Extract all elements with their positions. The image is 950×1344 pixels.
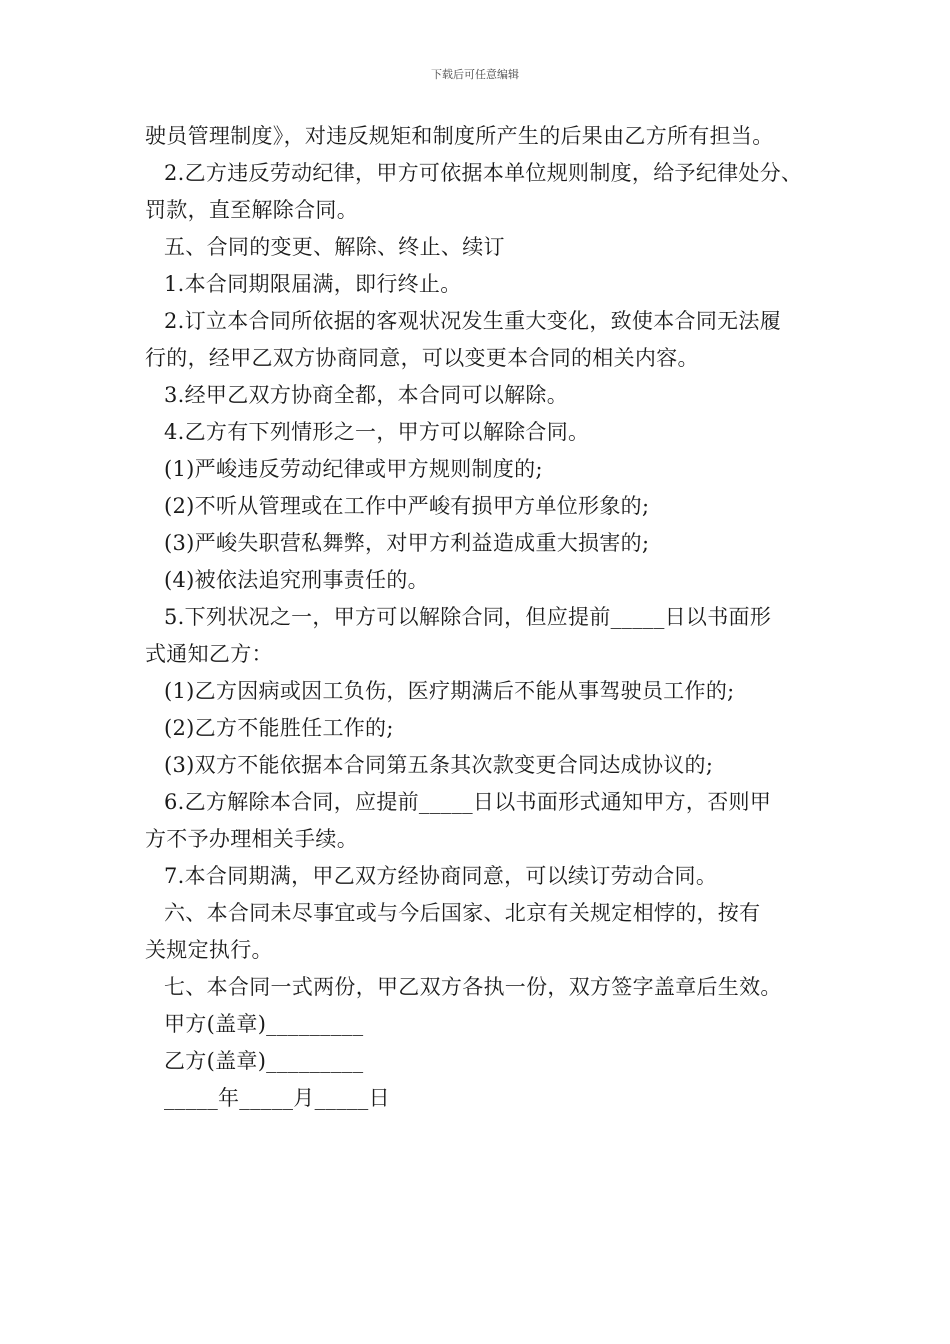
signature-party-b: 乙方(盖章)_________: [164, 1049, 364, 1073]
text-line: 7.本合同期满，甲乙双方经协商同意，可以续订劳动合同。: [164, 864, 718, 888]
text-line: 2.乙方违反劳动纪律，甲方可依据本单位规则制度，给予纪律处分、: [164, 161, 803, 185]
section-heading: 六、本合同未尽事宜或与今后国家、北京有关规定相悖的，按有: [164, 901, 761, 925]
text-line: 驶员管理制度》，对违反规矩和制度所产生的后果由乙方所有担当。: [145, 124, 774, 148]
text-line: (4)被依法追究刑事责任的。: [164, 568, 429, 592]
text-line: (1)乙方因病或因工负伤，医疗期满后不能从事驾驶员工作的;: [164, 679, 735, 703]
text-line: 关规定执行。: [145, 938, 273, 962]
text-line: 4.乙方有下列情形之一，甲方可以解除合同。: [164, 420, 590, 444]
text-line: 2.订立本合同所依据的客观状况发生重大变化，致使本合同无法履: [164, 309, 782, 333]
text-line: 5.下列状况之一，甲方可以解除合同，但应提前_____日以书面形: [164, 605, 772, 629]
text-line: 方不予办理相关手续。: [145, 827, 358, 851]
document-body: [145, 118, 825, 1117]
text-line: (3)双方不能依据本合同第五条其次款变更合同达成协议的;: [164, 753, 714, 777]
text-line: 6.乙方解除本合同，应提前_____日以书面形式通知甲方，否则甲: [164, 790, 772, 814]
section-heading: 七、本合同一式两份，甲乙双方各执一份，双方签字盖章后生效。: [164, 975, 782, 999]
signature-date: _____年_____月_____日: [164, 1086, 390, 1110]
signature-party-a: 甲方(盖章)_________: [164, 1012, 364, 1036]
text-line: 式通知乙方：: [145, 642, 273, 666]
text-line: 行的，经甲乙双方协商同意，可以变更本合同的相关内容。: [145, 346, 699, 370]
text-line: (3)严峻失职营私舞弊，对甲方利益造成重大损害的;: [164, 531, 650, 555]
page-header: 下载后可任意编辑: [431, 68, 519, 81]
text-line: 罚款，直至解除合同。: [145, 198, 358, 222]
text-line: (1)严峻违反劳动纪律或甲方规则制度的;: [164, 457, 543, 481]
text-line: (2)乙方不能胜任工作的;: [164, 716, 394, 740]
text-line: 1.本合同期限届满，即行终止。: [164, 272, 462, 296]
section-heading: 五、合同的变更、解除、终止、续订: [164, 235, 505, 259]
text-line: (2)不听从管理或在工作中严峻有损甲方单位形象的;: [164, 494, 650, 518]
text-line: 3.经甲乙双方协商全都，本合同可以解除。: [164, 383, 569, 407]
